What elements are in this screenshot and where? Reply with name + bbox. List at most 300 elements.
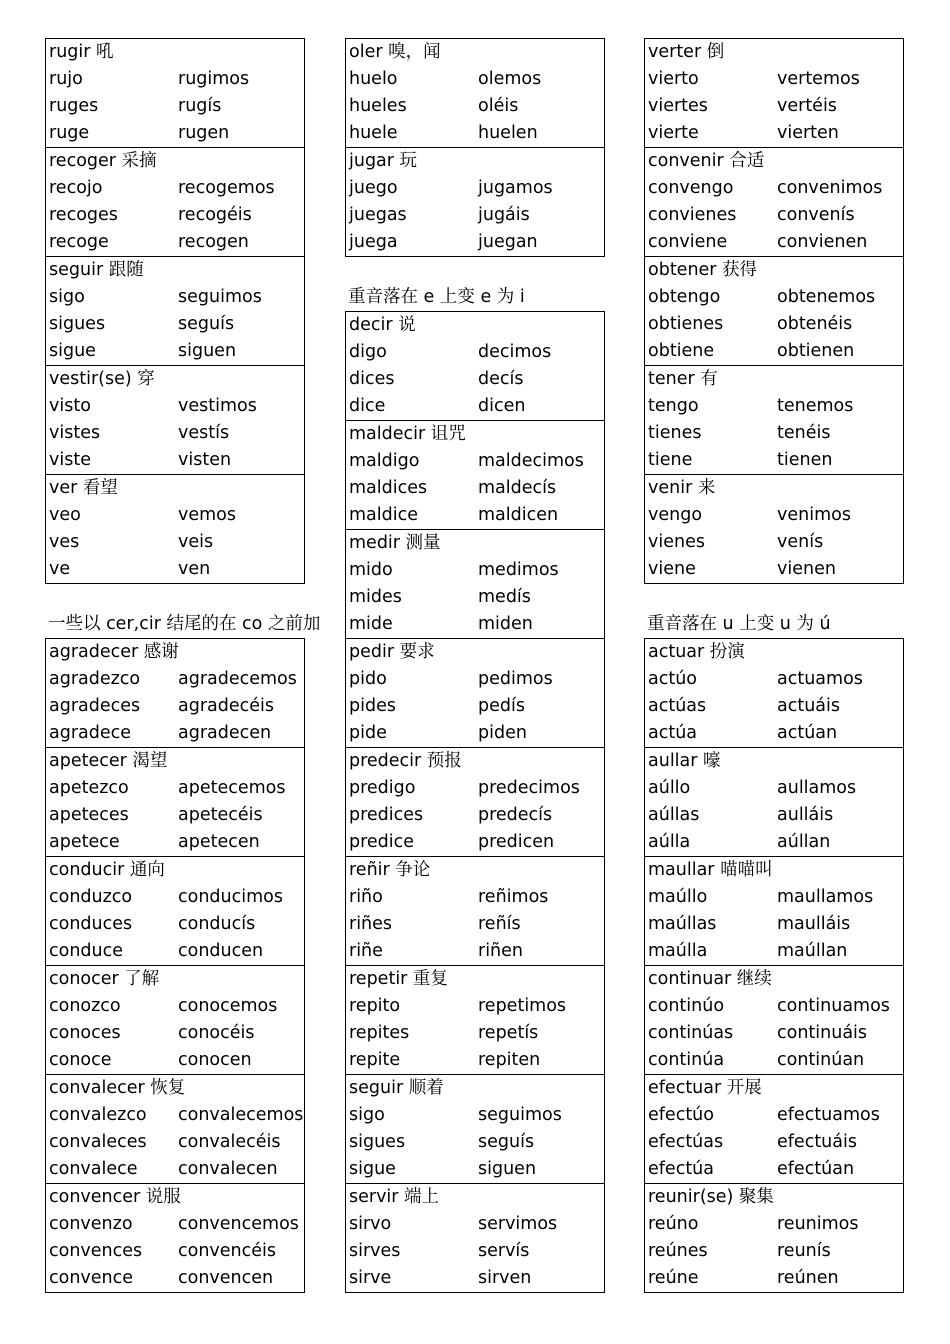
conjugation-row (346, 93, 604, 120)
singular-form: maúllas (648, 914, 717, 934)
conjugation-row (346, 993, 604, 1020)
singular-form: sigues (349, 1132, 406, 1152)
verb-title: efectuar 开展 (648, 1078, 762, 1098)
plural-form: convenimos (777, 178, 883, 198)
plural-form: aullamos (777, 778, 857, 798)
singular-form: visto (49, 396, 91, 416)
singular-form: viste (49, 450, 91, 470)
plural-form: reunís (777, 1241, 831, 1261)
singular-form: continúa (648, 1050, 725, 1070)
conjugation-row (346, 775, 604, 802)
conjugation-row (645, 802, 903, 829)
conjugation-row (46, 93, 304, 120)
singular-form: maúlla (648, 941, 708, 961)
plural-form: conocéis (178, 1023, 255, 1043)
plural-form: actuáis (777, 696, 841, 716)
plural-form: siguen (478, 1159, 537, 1179)
singular-form: digo (349, 342, 387, 362)
plural-form: obtenemos (777, 287, 876, 307)
plural-form: predecís (478, 805, 553, 825)
plural-form: conducís (178, 914, 256, 934)
singular-form: maldice (349, 505, 418, 525)
verb-title: convenir 合适 (648, 151, 765, 171)
singular-form: ruges (49, 96, 99, 116)
verb-box (644, 857, 904, 966)
conjugation-row (346, 938, 604, 965)
singular-form: obtiene (648, 341, 715, 361)
conjugation-row (645, 202, 903, 229)
singular-form: predice (349, 832, 415, 852)
singular-form: agradezco (49, 669, 141, 689)
verb-title: continuar 继续 (648, 969, 772, 989)
singular-form: juegas (349, 205, 407, 225)
plural-form: maullamos (777, 887, 874, 907)
verb-box (345, 148, 605, 257)
singular-form: riñes (349, 914, 393, 934)
conjugation-row (46, 884, 304, 911)
plural-form: vemos (178, 505, 236, 525)
plural-form: olemos (478, 69, 542, 89)
plural-form: seguís (478, 1132, 535, 1152)
conjugation-row (346, 120, 604, 147)
conjugation-row (645, 666, 903, 693)
singular-form: juego (349, 178, 398, 198)
conjugation-row (346, 448, 604, 475)
singular-form: agradeces (49, 696, 141, 716)
singular-form: convienes (648, 205, 737, 225)
verb-box (644, 966, 904, 1075)
verb-title: oler 嗅，闻 (349, 42, 441, 62)
verb-box (45, 148, 305, 257)
verb-title: apetecer 渴望 (49, 751, 168, 771)
plural-form: aulláis (777, 805, 834, 825)
conjugation-row (645, 393, 903, 420)
plural-form: venimos (777, 505, 851, 525)
plural-form: seguimos (478, 1105, 562, 1125)
plural-form: apetecéis (178, 805, 263, 825)
conjugation-row (346, 1129, 604, 1156)
conjugation-row (645, 884, 903, 911)
singular-form: maúllo (648, 887, 708, 907)
conjugation-row (645, 556, 903, 583)
singular-form: aúllas (648, 805, 700, 825)
singular-form: huele (349, 123, 398, 143)
plural-form: continúan (777, 1050, 865, 1070)
verb-box (644, 148, 904, 257)
plural-form: rugís (178, 96, 222, 116)
verb-box (644, 366, 904, 475)
conjugation-row (645, 1129, 903, 1156)
verb-box (345, 1184, 605, 1293)
verb-box (345, 38, 605, 148)
verb-box (45, 1184, 305, 1293)
column-2 (345, 38, 605, 1293)
plural-form: apetecen (178, 832, 260, 852)
verb-box (345, 421, 605, 530)
plural-form: medís (478, 587, 531, 607)
conjugation-row (46, 229, 304, 256)
singular-form: sigue (49, 341, 96, 361)
singular-form: convalezco (49, 1105, 147, 1125)
singular-form: vistes (49, 423, 101, 443)
singular-form: sigue (349, 1159, 396, 1179)
plural-form: seguimos (178, 287, 262, 307)
singular-form: convengo (648, 178, 734, 198)
plural-form: actúan (777, 723, 838, 743)
singular-form: repites (349, 1023, 410, 1043)
conjugation-row (46, 693, 304, 720)
plural-form: tenéis (777, 423, 831, 443)
conjugation-row (46, 66, 304, 93)
singular-form: recoge (49, 232, 109, 252)
plural-form: recogen (178, 232, 249, 252)
plural-form: jugáis (478, 205, 530, 225)
singular-form: obtengo (648, 287, 721, 307)
conjugation-row (645, 1156, 903, 1183)
singular-form: continúo (648, 996, 725, 1016)
singular-form: repito (349, 996, 401, 1016)
singular-form: tienes (648, 423, 702, 443)
conjugation-row (346, 584, 604, 611)
conjugation-row (645, 93, 903, 120)
plural-form: convalecéis (178, 1132, 281, 1152)
section-heading: 一些以 cer,cir 结尾的在 co 之前加 (48, 614, 321, 634)
singular-form: pido (349, 669, 387, 689)
conjugation-row (645, 229, 903, 256)
verb-box (345, 966, 605, 1075)
verb-title: repetir 重复 (349, 969, 448, 989)
conjugation-row (346, 475, 604, 502)
verb-box (345, 530, 605, 639)
singular-form: tiene (648, 450, 693, 470)
singular-form: pides (349, 696, 396, 716)
conjugation-row (346, 202, 604, 229)
conjugation-row (46, 1102, 304, 1129)
verb-box (644, 748, 904, 857)
verb-title: reñir 争论 (349, 860, 431, 880)
plural-form: convencéis (178, 1241, 277, 1261)
conjugation-row (645, 175, 903, 202)
singular-form: repite (349, 1050, 401, 1070)
section-heading: 重音落在 u 上变 u 为 ú (647, 614, 831, 634)
singular-form: efectúas (648, 1132, 724, 1152)
conjugation-row (46, 393, 304, 420)
plural-form: tienen (777, 450, 833, 470)
conjugation-row (346, 366, 604, 393)
singular-form: ves (49, 532, 80, 552)
conjugation-row (46, 911, 304, 938)
plural-form: venís (777, 532, 824, 552)
singular-form: vengo (648, 505, 703, 525)
singular-form: vierto (648, 69, 699, 89)
verb-box (345, 311, 605, 421)
plural-form: juegan (478, 232, 538, 252)
conjugation-row (46, 938, 304, 965)
conjugation-row (46, 1238, 304, 1265)
plural-form: agradecemos (178, 669, 297, 689)
column-1 (45, 38, 321, 1293)
conjugation-row (645, 829, 903, 856)
verb-title: aullar 嚎 (648, 751, 721, 771)
verb-title: convencer 说服 (49, 1187, 181, 1207)
plural-form: vertéis (777, 96, 837, 116)
plural-form: obtienen (777, 341, 855, 361)
plural-form: decís (478, 369, 524, 389)
conjugation-row (46, 829, 304, 856)
singular-form: sigues (49, 314, 106, 334)
conjugation-row (346, 611, 604, 638)
verb-title: obtener 获得 (648, 260, 758, 280)
singular-form: convaleces (49, 1132, 147, 1152)
conjugation-row (346, 911, 604, 938)
singular-form: ruge (49, 123, 90, 143)
plural-form: conocemos (178, 996, 278, 1016)
singular-form: apetece (49, 832, 120, 852)
singular-form: actúo (648, 669, 698, 689)
verb-box (644, 38, 904, 148)
plural-form: tenemos (777, 396, 854, 416)
plural-form: rugen (178, 123, 230, 143)
conjugation-row (46, 447, 304, 474)
singular-form: conduzco (49, 887, 133, 907)
plural-form: maldicen (478, 505, 559, 525)
plural-form: servís (478, 1241, 530, 1261)
verb-title: seguir 顺着 (349, 1078, 444, 1098)
conjugation-row (645, 338, 903, 365)
conjugation-row (46, 1129, 304, 1156)
singular-form: predices (349, 805, 424, 825)
verb-title: ver 看望 (49, 478, 118, 498)
plural-form: continuáis (777, 1023, 868, 1043)
plural-form: rugimos (178, 69, 250, 89)
singular-form: sigo (49, 287, 85, 307)
spacer (45, 584, 305, 611)
plural-form: convalecemos (178, 1105, 304, 1125)
singular-form: veo (49, 505, 81, 525)
plural-form: recogemos (178, 178, 275, 198)
plural-form: maúllan (777, 941, 848, 961)
plural-form: vestís (178, 423, 230, 443)
verb-title: conducir 通向 (49, 860, 165, 880)
verb-title: agradecer 感谢 (49, 642, 179, 662)
plural-form: aúllan (777, 832, 831, 852)
plural-form: repiten (478, 1050, 541, 1070)
conjugation-row (46, 338, 304, 365)
section-heading: 重音落在 e 上变 e 为 i (348, 287, 525, 307)
singular-form: maldices (349, 478, 428, 498)
verb-box (644, 638, 904, 748)
conjugation-row (645, 911, 903, 938)
spacer (644, 584, 904, 611)
singular-form: reúne (648, 1268, 699, 1288)
verb-title: vestir(se) 穿 (49, 369, 155, 389)
singular-form: rujo (49, 69, 83, 89)
plural-form: dicen (478, 396, 526, 416)
singular-form: convence (49, 1268, 134, 1288)
singular-form: efectúa (648, 1159, 714, 1179)
singular-form: vierte (648, 123, 699, 143)
conjugation-row (645, 447, 903, 474)
conjugation-row (645, 1238, 903, 1265)
plural-form: huelen (478, 123, 538, 143)
singular-form: convenzo (49, 1214, 133, 1234)
plural-form: miden (478, 614, 533, 634)
conjugation-row (645, 1020, 903, 1047)
plural-form: convencemos (178, 1214, 299, 1234)
conjugation-row (346, 393, 604, 420)
conjugation-row (46, 311, 304, 338)
verb-title: tener 有 (648, 369, 718, 389)
singular-form: recoges (49, 205, 118, 225)
plural-form: conducimos (178, 887, 283, 907)
singular-form: sirve (349, 1268, 392, 1288)
plural-form: actuamos (777, 669, 863, 689)
plural-form: vierten (777, 123, 839, 143)
plural-form: riñen (478, 941, 524, 961)
singular-form: convalece (49, 1159, 138, 1179)
singular-form: huelo (349, 69, 398, 89)
verb-title: decir 说 (349, 315, 416, 335)
conjugation-row (645, 420, 903, 447)
singular-form: efectúo (648, 1105, 714, 1125)
conjugation-row (645, 1211, 903, 1238)
verb-title: conocer 了解 (49, 969, 160, 989)
conjugation-row (46, 529, 304, 556)
plural-form: visten (178, 450, 232, 470)
plural-form: pedimos (478, 669, 553, 689)
plural-form: efectúan (777, 1159, 855, 1179)
singular-form: convences (49, 1241, 143, 1261)
plural-form: continuamos (777, 996, 890, 1016)
plural-form: piden (478, 723, 527, 743)
verb-title: medir 测量 (349, 533, 441, 553)
plural-form: efectuáis (777, 1132, 857, 1152)
plural-form: predecimos (478, 778, 580, 798)
plural-form: repetimos (478, 996, 567, 1016)
singular-form: actúas (648, 696, 707, 716)
verb-title: maullar 喵喵叫 (648, 860, 773, 880)
conjugation-row (346, 66, 604, 93)
singular-form: sirvo (349, 1214, 392, 1234)
singular-form: apetezco (49, 778, 129, 798)
verb-title: rugir 吼 (49, 42, 114, 62)
conjugation-row (46, 502, 304, 529)
singular-form: sigo (349, 1105, 385, 1125)
plural-form: recogéis (178, 205, 252, 225)
conjugation-row (346, 829, 604, 856)
plural-form: pedís (478, 696, 525, 716)
verb-box (45, 857, 305, 966)
conjugation-row (645, 993, 903, 1020)
conjugation-row (645, 502, 903, 529)
plural-form: seguís (178, 314, 235, 334)
plural-form: sirven (478, 1268, 532, 1288)
conjugation-row (46, 720, 304, 747)
plural-form: decimos (478, 342, 552, 362)
verb-box (45, 257, 305, 366)
singular-form: aúlla (648, 832, 691, 852)
conjugation-row (346, 884, 604, 911)
conjugation-row (46, 1211, 304, 1238)
plural-form: apetecemos (178, 778, 286, 798)
verb-box (345, 857, 605, 966)
conjugation-row (645, 311, 903, 338)
singular-form: conoces (49, 1023, 121, 1043)
plural-form: vestimos (178, 396, 257, 416)
singular-form: riñe (349, 941, 383, 961)
conjugation-row (46, 1047, 304, 1074)
singular-form: obtienes (648, 314, 724, 334)
plural-form: agradecen (178, 723, 272, 743)
plural-form: convienen (777, 232, 868, 252)
singular-form: apeteces (49, 805, 129, 825)
verb-title: convalecer 恢复 (49, 1078, 186, 1098)
plural-form: reunimos (777, 1214, 859, 1234)
plural-form: convalecen (178, 1159, 278, 1179)
singular-form: dice (349, 396, 386, 416)
conjugation-row (346, 666, 604, 693)
verb-title: recoger 采摘 (49, 151, 157, 171)
conjugation-row (46, 802, 304, 829)
conjugation-row (46, 1265, 304, 1292)
singular-form: aúllo (648, 778, 691, 798)
singular-form: juega (349, 232, 398, 252)
conjugation-row (46, 775, 304, 802)
singular-form: reúnes (648, 1241, 708, 1261)
verb-box (644, 1184, 904, 1293)
conjugation-row (46, 666, 304, 693)
singular-form: hueles (349, 96, 407, 116)
verb-title: reunir(se) 聚集 (648, 1187, 774, 1207)
plural-form: repetís (478, 1023, 539, 1043)
singular-form: conoce (49, 1050, 112, 1070)
verb-box (45, 1075, 305, 1184)
verb-title: maldecir 诅咒 (349, 424, 466, 444)
verb-title: servir 端上 (349, 1187, 440, 1207)
verb-box (45, 38, 305, 148)
conjugation-row (46, 420, 304, 447)
singular-form: predigo (349, 778, 416, 798)
conjugation-row (346, 1265, 604, 1292)
verb-box (644, 1075, 904, 1184)
verb-title: seguir 跟随 (49, 260, 144, 280)
verb-box (45, 638, 305, 748)
singular-form: conduces (49, 914, 133, 934)
singular-form: sirves (349, 1241, 401, 1261)
verb-box (45, 366, 305, 475)
conjugation-row (346, 175, 604, 202)
plural-form: ven (178, 559, 211, 579)
singular-form: riño (349, 887, 383, 907)
verb-title: venir 来 (648, 478, 716, 498)
singular-form: maldigo (349, 451, 420, 471)
singular-form: viertes (648, 96, 708, 116)
conjugation-row (346, 802, 604, 829)
singular-form: actúa (648, 723, 698, 743)
singular-form: tengo (648, 396, 699, 416)
conjugation-row (46, 284, 304, 311)
verb-box (45, 475, 305, 584)
verb-box (345, 639, 605, 748)
plural-form: vienen (777, 559, 836, 579)
singular-form: continúas (648, 1023, 734, 1043)
verb-box (345, 1075, 605, 1184)
verb-box (45, 748, 305, 857)
conjugation-row (46, 1020, 304, 1047)
conjugation-row (46, 120, 304, 147)
conjugation-row (46, 1156, 304, 1183)
plural-form: agradecéis (178, 696, 274, 716)
